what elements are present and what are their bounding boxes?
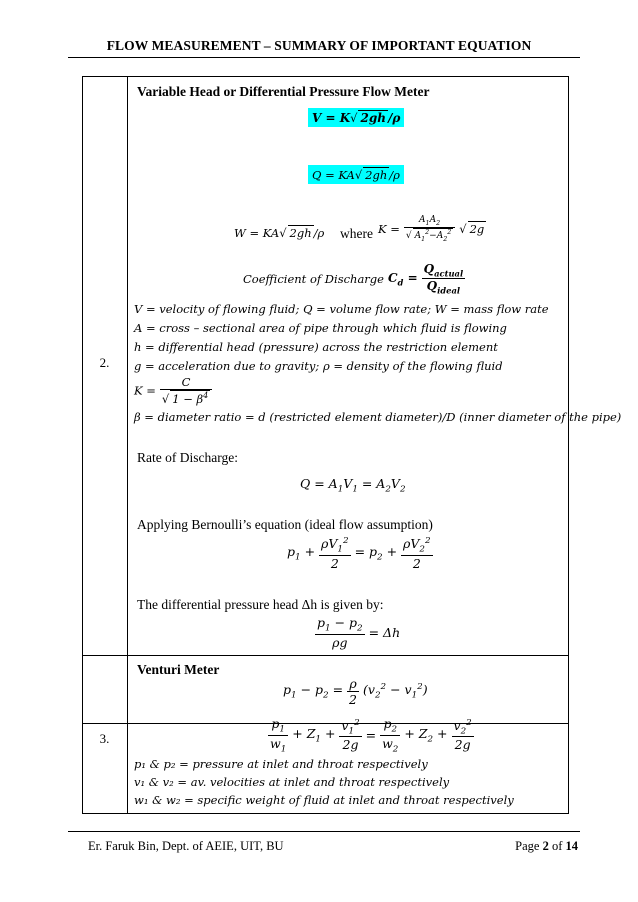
page-label: Page: [515, 839, 540, 853]
equation-venturi-energy: $\frac{p_1}{w_1}$ + $Z_1$ + $\frac{v_1^2}{2g}$ = $\frac{p_2}{w_2}$ + $Z_2$ + $\frac{v_2^2}{2g}$: [270, 716, 472, 754]
definition-line: p₁ & p₂ = pressure at inlet and throat respectively: [134, 757, 428, 771]
definition-line: A = cross – sectional area of pipe through which fluid is flowing: [134, 321, 507, 335]
definition-line: w₁ & w₂ = specific weight of fluid at inlet and throat respectively: [134, 793, 514, 807]
equation-velocity: V = K√ 2gh /ρ: [308, 108, 404, 127]
page-current: 2: [542, 839, 549, 853]
definition-line: v₁ & v₂ = av. velocities at inlet and throat respectively: [134, 775, 450, 789]
row-number: 2.: [99, 355, 110, 370]
equation-venturi-pressure: $p_1 - p_2$ = $\frac{\rho}{2}$ $(v_2^2 - v_1^2)$: [283, 676, 428, 707]
differential-head-label: The differential pressure head Δh is given by:: [137, 597, 384, 612]
definition-line: h = differential head (pressure) across the restriction element: [134, 340, 498, 354]
footer-rule: [68, 831, 580, 832]
section-title: Variable Head or Differential Pressure Flow Meter: [137, 84, 430, 99]
rate-label: Rate of Discharge:: [137, 450, 238, 465]
row-number: 3.: [99, 731, 110, 746]
section-title: Venturi Meter: [137, 662, 220, 677]
where-label: where: [340, 226, 373, 241]
header-rule: [68, 57, 580, 58]
footer-page-number: [515, 839, 578, 854]
page-of: of: [551, 839, 563, 853]
equation-bernoulli: $p_1$ + $\frac{\rho V_1^2}{2}$ = $p_2$ + $\frac{\rho V_2^2}{2}$: [287, 536, 431, 571]
page-total: 14: [565, 839, 578, 853]
equation-continuity: $Q = A_1V_1 = A_2V_2$: [300, 476, 406, 495]
equation-differential-head: $\frac{p_1 - p_2}{\rho g}$ = Δh: [317, 615, 401, 650]
bernoulli-label: Applying Bernoulli’s equation (ideal flow assumption): [137, 517, 433, 532]
definition-line: β = diameter ratio = d (restricted element diameter)/D (inner diameter of the pipe): [134, 410, 622, 424]
table-column-divider: [127, 76, 128, 814]
definition-line: V = velocity of flowing fluid; Q = volume flow rate; W = mass flow rate: [134, 302, 549, 316]
equation-mass-flow: W = KA√ 2gh /ρ: [234, 226, 325, 240]
equation-discharge-coefficient: Coefficient of Discharge $C_d$ = $\frac{Q_{actual}}{Q_{ideal}}$: [243, 262, 464, 296]
equation-k-area: K = $\frac{A_1A_2}{√ A_1^2-A_2^2}$ √ 2g: [378, 215, 485, 243]
page-header: FLOW MEASUREMENT – SUMMARY OF IMPORTANT EQUATION: [106, 38, 532, 53]
definition-k: K = $\frac{C}{√ 1 - \beta^4}$: [134, 375, 212, 406]
equation-volume-flow: Q = KA√ 2gh /ρ: [308, 165, 404, 184]
definition-line: g = acceleration due to gravity; ρ = density of the flowing fluid: [134, 359, 503, 373]
footer-author: Er. Faruk Bin, Dept. of AEIE, UIT, BU: [88, 839, 284, 853]
